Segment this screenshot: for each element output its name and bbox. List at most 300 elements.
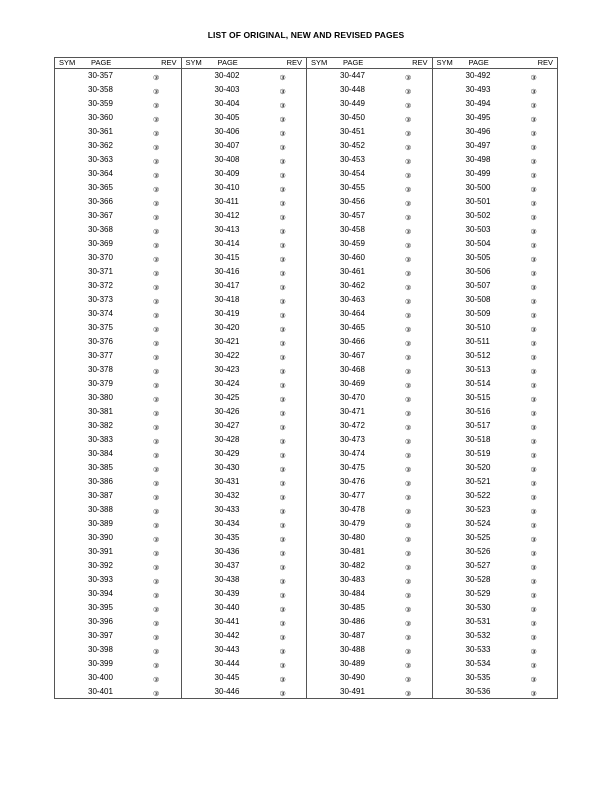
header-rev: REV [286,58,302,67]
table-row [182,419,307,433]
table-row [307,489,432,503]
table-row [55,349,181,363]
page-number: 30-499 [465,169,491,178]
page-number: 30-495 [465,113,491,122]
table-row [307,531,432,545]
page-number: 30-509 [465,309,491,318]
revision-symbol: ③ [153,663,160,670]
page-number: 30-457 [340,211,365,220]
revision-symbol: ③ [279,341,286,348]
revision-symbol: ③ [530,537,537,544]
page-number: 30-466 [340,337,365,346]
revision-symbol: ③ [530,369,537,376]
revision-symbol: ③ [153,397,160,404]
revision-symbol: ③ [153,509,160,516]
page-number: 30-464 [340,309,365,318]
page-number: 30-472 [340,421,365,430]
revision-symbol: ③ [405,159,412,166]
table-row [55,587,181,601]
page-number: 30-529 [465,589,491,598]
page-number: 30-385 [88,463,113,472]
revision-symbol: ③ [530,411,537,418]
revision-symbol: ③ [530,159,537,166]
table-row [182,685,307,699]
revision-symbol: ③ [153,635,160,642]
revision-symbol: ③ [153,355,160,362]
table-row [433,419,558,433]
revision-symbol: ③ [153,453,160,460]
table-row [182,251,307,265]
revision-symbol: ③ [530,257,537,264]
table-row [55,559,181,573]
revision-symbol: ③ [530,565,537,572]
table-row [307,587,432,601]
column-header [182,58,307,69]
page-number: 30-424 [214,379,240,388]
revision-symbol: ③ [279,677,286,684]
page-number: 30-491 [340,687,365,696]
table-row [55,615,181,629]
page-number: 30-444 [214,659,240,668]
page-number: 30-452 [340,141,365,150]
page-number: 30-426 [214,407,240,416]
page-number: 30-371 [88,267,113,276]
revision-symbol: ③ [530,103,537,110]
table-row [307,237,432,251]
table-row [307,153,432,167]
table-row [55,83,181,97]
page-number: 30-360 [88,113,113,122]
revision-symbol: ③ [530,145,537,152]
table-row [182,489,307,503]
page-number: 30-508 [465,295,491,304]
revision-symbol: ③ [530,425,537,432]
table-row [55,153,181,167]
table-row [433,307,558,321]
table-row [182,363,307,377]
column-header [433,58,558,69]
page-number: 30-367 [88,211,113,220]
revision-symbol: ③ [530,285,537,292]
table-row [433,69,558,83]
table-row [307,573,432,587]
revision-symbol: ③ [153,677,160,684]
revision-symbol: ③ [153,243,160,250]
page-number: 30-504 [465,239,491,248]
table-row [55,545,181,559]
revision-symbol: ③ [279,649,286,656]
table-column [306,58,432,698]
revision-symbol: ③ [405,691,412,698]
table-row [433,265,558,279]
page-number: 30-481 [340,547,365,556]
table-row [307,209,432,223]
header-rev: REV [537,58,553,67]
revision-symbol: ③ [153,145,160,152]
table-row [433,405,558,419]
table-row [433,447,558,461]
revision-symbol: ③ [153,159,160,166]
header-sym: SYM [185,58,202,67]
table-row [182,657,307,671]
page-number: 30-471 [340,407,365,416]
table-row [433,293,558,307]
page-number: 30-446 [214,687,240,696]
page-number: 30-448 [340,85,365,94]
page-number: 30-425 [214,393,240,402]
page-number: 30-492 [465,71,491,80]
table-row [182,349,307,363]
revision-symbol: ③ [405,677,412,684]
revision-symbol: ③ [405,313,412,320]
table-row [182,405,307,419]
page-number: 30-479 [340,519,365,528]
revision-symbol: ③ [530,215,537,222]
page-number: 30-437 [214,561,240,570]
table-row [433,237,558,251]
page-number: 30-524 [465,519,491,528]
table-row [182,517,307,531]
page-number: 30-433 [214,505,240,514]
page-number: 30-528 [465,575,491,584]
page-number: 30-450 [340,113,365,122]
table-row [307,461,432,475]
column-header [307,58,432,69]
page-number: 30-501 [465,197,491,206]
revision-symbol: ③ [405,551,412,558]
header-page: PAGE [91,58,112,67]
revision-symbol: ③ [153,425,160,432]
page-number: 30-467 [340,351,365,360]
table-row [55,223,181,237]
revision-symbol: ③ [279,159,286,166]
table-row [55,307,181,321]
page-number: 30-432 [214,491,240,500]
page-number: 30-388 [88,505,113,514]
page-number: 30-399 [88,659,113,668]
page-number: 30-503 [465,225,491,234]
revision-symbol: ③ [153,649,160,656]
table-row [307,391,432,405]
page-number: 30-392 [88,561,113,570]
page-number: 30-507 [465,281,491,290]
table-row [55,321,181,335]
page-number: 30-393 [88,575,113,584]
table-row [433,377,558,391]
page-number: 30-407 [214,141,240,150]
table-row [433,643,558,657]
table-row [307,321,432,335]
page-number: 30-497 [465,141,491,150]
table-row [433,461,558,475]
table-row [433,657,558,671]
table-row [307,223,432,237]
table-row [307,293,432,307]
revision-symbol: ③ [153,327,160,334]
page-number: 30-511 [465,337,490,346]
table-row [55,293,181,307]
table-row [182,391,307,405]
page-number: 30-482 [340,561,365,570]
page-number: 30-419 [214,309,240,318]
revision-symbol: ③ [530,75,537,82]
page-number: 30-475 [340,463,365,472]
table-row [433,111,558,125]
table-row [433,587,558,601]
page-number: 30-506 [465,267,491,276]
page-number: 30-487 [340,631,365,640]
page-number: 30-469 [340,379,365,388]
revision-symbol: ③ [405,607,412,614]
table-row [55,251,181,265]
revision-symbol: ③ [153,579,160,586]
page-number: 30-411 [214,197,239,206]
revision-symbol: ③ [153,621,160,628]
table-row [307,97,432,111]
table-row [182,69,307,83]
revision-symbol: ③ [405,523,412,530]
page-number: 30-410 [214,183,240,192]
table-row [55,181,181,195]
table-row [55,69,181,83]
revision-symbol: ③ [153,89,160,96]
page-number: 30-391 [88,547,113,556]
page-number: 30-473 [340,435,365,444]
page-number: 30-447 [340,71,365,80]
table-row [55,643,181,657]
revision-symbol: ③ [530,621,537,628]
table-row [55,265,181,279]
page-number: 30-516 [465,407,491,416]
table-row [433,503,558,517]
table-row [433,629,558,643]
header-sym: SYM [59,58,76,67]
page-number: 30-409 [214,169,240,178]
page-number: 30-453 [340,155,365,164]
table-row [182,643,307,657]
revision-symbol: ③ [530,355,537,362]
revision-symbol: ③ [405,257,412,264]
page-number: 30-462 [340,281,365,290]
page-number: 30-454 [340,169,365,178]
table-column [55,58,181,698]
page-number: 30-445 [214,673,240,682]
revision-symbol: ③ [530,495,537,502]
table-row [55,391,181,405]
revision-symbol: ③ [153,411,160,418]
header-sym: SYM [311,58,328,67]
page-number: 30-386 [88,477,113,486]
table-row [307,307,432,321]
page-title: LIST OF ORIGINAL, NEW AND REVISED PAGES [207,30,405,40]
page-number: 30-398 [88,645,113,654]
page-number: 30-397 [88,631,113,640]
revision-symbol: ③ [405,103,412,110]
page-number: 30-376 [88,337,113,346]
table-row [182,433,307,447]
table-row [307,615,432,629]
revision-symbol: ③ [405,131,412,138]
revision-symbol: ③ [530,201,537,208]
revision-symbol: ③ [153,117,160,124]
table-row [55,475,181,489]
page-number: 30-451 [340,127,365,136]
table-row [307,349,432,363]
revision-symbol: ③ [405,397,412,404]
revision-symbol: ③ [279,299,286,306]
page-number: 30-463 [340,295,365,304]
page-number: 30-389 [88,519,113,528]
revision-symbol: ③ [530,313,537,320]
revision-symbol: ③ [530,607,537,614]
table-row [433,321,558,335]
revision-symbol: ③ [530,635,537,642]
table-row [433,531,558,545]
revision-symbol: ③ [530,481,537,488]
table-row [182,461,307,475]
revision-symbol: ③ [279,425,286,432]
table-row [433,139,558,153]
revision-symbol: ③ [405,89,412,96]
page-number: 30-421 [214,337,240,346]
page-number: 30-374 [88,309,113,318]
page-number: 30-488 [340,645,365,654]
header-rev: REV [412,58,428,67]
revision-symbol: ③ [530,89,537,96]
page-number: 30-395 [88,603,113,612]
table-row [433,349,558,363]
revision-symbol: ③ [153,691,160,698]
table-row [307,111,432,125]
revision-symbol: ③ [153,271,160,278]
table-row [307,335,432,349]
revision-symbol: ③ [153,173,160,180]
revision-symbol: ③ [153,187,160,194]
page-number: 30-381 [88,407,113,416]
page-number: 30-458 [340,225,365,234]
table-row [55,433,181,447]
page-number: 30-394 [88,589,113,598]
revision-symbol: ③ [530,509,537,516]
page-number: 30-442 [214,631,240,640]
revision-symbol: ③ [279,691,286,698]
table-row [55,489,181,503]
page-number: 30-429 [214,449,240,458]
header-sym: SYM [436,58,453,67]
table-row [182,321,307,335]
revision-symbol: ③ [279,397,286,404]
page-number: 30-498 [465,155,491,164]
page-number: 30-362 [88,141,113,150]
page-number: 30-364 [88,169,113,178]
revision-symbol: ③ [279,537,286,544]
page-number: 30-431 [214,477,240,486]
page-number: 30-456 [340,197,365,206]
table-row [182,545,307,559]
page-number: 30-517 [465,421,491,430]
revision-symbol: ③ [153,607,160,614]
page-number: 30-401 [88,687,113,696]
table-row [182,237,307,251]
table-row [307,643,432,657]
page-number: 30-372 [88,281,113,290]
table-row [433,223,558,237]
revision-symbol: ③ [153,285,160,292]
revision-symbol: ③ [279,131,286,138]
table-row [433,573,558,587]
revision-symbol: ③ [153,229,160,236]
table-row [307,559,432,573]
page-number: 30-470 [340,393,365,402]
table-column [181,58,307,698]
table-row [182,531,307,545]
page-number: 30-368 [88,225,113,234]
page-number: 30-404 [214,99,240,108]
revision-symbol: ③ [530,243,537,250]
page-number: 30-525 [465,533,491,542]
page-number: 30-526 [465,547,491,556]
revision-symbol: ③ [279,481,286,488]
table-row [433,685,558,699]
table-row [55,531,181,545]
revision-symbol: ③ [279,257,286,264]
page-number: 30-408 [214,155,240,164]
revision-symbol: ③ [530,453,537,460]
table-row [307,279,432,293]
revision-symbol: ③ [405,369,412,376]
revision-symbol: ③ [405,327,412,334]
table-row [307,251,432,265]
revision-symbol: ③ [279,103,286,110]
revision-symbol: ③ [279,173,286,180]
table-row [182,125,307,139]
page-number: 30-382 [88,421,113,430]
page-number: 30-359 [88,99,113,108]
table-row [307,503,432,517]
page-number: 30-515 [465,393,491,402]
table-row [433,391,558,405]
revision-symbol: ③ [279,243,286,250]
revision-symbol: ③ [405,453,412,460]
page-number: 30-417 [214,281,240,290]
page-number: 30-443 [214,645,240,654]
revision-symbol: ③ [279,663,286,670]
page-number: 30-518 [465,435,491,444]
table-row [55,447,181,461]
table-row [307,167,432,181]
revision-symbol: ③ [530,523,537,530]
page-number: 30-415 [214,253,240,262]
table-row [55,377,181,391]
revision-symbol: ③ [153,299,160,306]
page-number: 30-505 [465,253,491,262]
table-row [433,433,558,447]
table-row [433,153,558,167]
table-row [55,629,181,643]
page-number: 30-483 [340,575,365,584]
revision-symbol: ③ [279,579,286,586]
page-number: 30-369 [88,239,113,248]
revision-symbol: ③ [530,677,537,684]
revision-symbol: ③ [279,369,286,376]
table-row [182,475,307,489]
table-row [307,405,432,419]
revision-symbol: ③ [279,523,286,530]
table-row [182,447,307,461]
page-number: 30-533 [465,645,491,654]
table-row [55,111,181,125]
page-number: 30-434 [214,519,240,528]
